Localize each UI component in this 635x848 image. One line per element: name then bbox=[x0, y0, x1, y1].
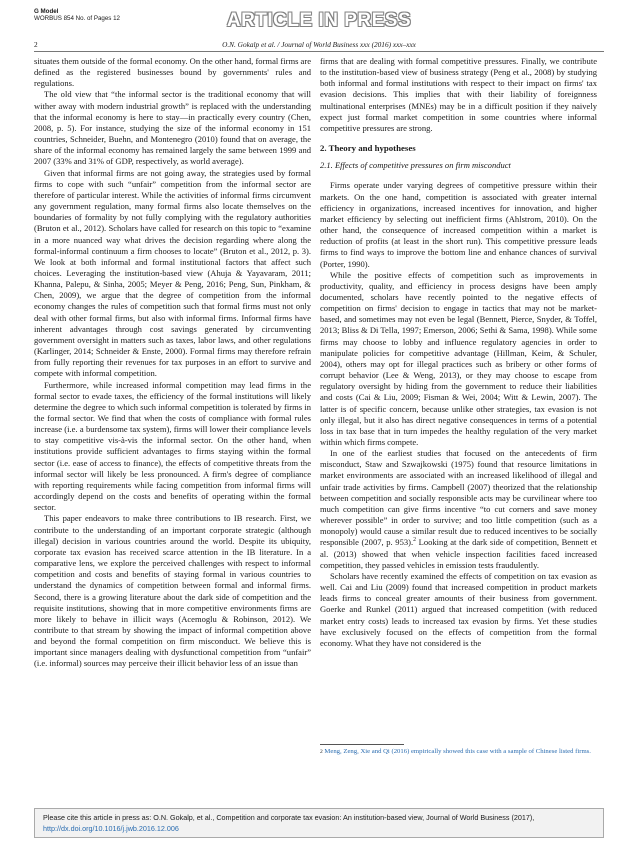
paragraph: This paper endeavors to make three contributions to IB research. First, we contribute to the understanding of an important corporate strategic (although illegal) decision in various countries around the world. Despite its ubiquity, corporate tax evasion has received scarce attention in the IB literature. In a comparative lens, we explore the perceived challenges with respect to informal competition and costs and benefits of staying formal in various countries to understand the dynamics of competition between formal and informal firms. Second, there is a growing literature about the dark side of competition and the requisite institutions, showing that in more competitive environments firms are more likely to behave in illicit ways (Acemoglu & Robinson, 2012). We contribute to that stream by showing the impact of informal competition above and beyond the formal competition on firm misconduct. We believe this is important since managers dealing with dysfunctional competition from “unfair” (i.e. informal) sources may perceive their illicit behavior less of an issue than bbox=[34, 513, 311, 669]
paragraph: Furthermore, while increased informal competition may lead firms in the formal sector to evade taxes, the efficiency of the formal institutions will likely determine the degree to which such informal competition is tolerated by firms in the formal sector. We find that when the costs of compliance with formal rules increase (i.e. a burdensome tax system), firms will lower their compliance levels to stay competitive vis-à-vis the informal sector. On the other hand, when institutions provide sufficient advantages to firms staying within the formal sector (i.e. ease of access to finance), the effects of competitive threats from the informal sector will likely be less pronounced. A firm's degree of compliance with reporting requirements while facing competition from informal firms will accordingly depend on the costs and benefits of operating within the formal sector. bbox=[34, 379, 311, 513]
paragraph: situates them outside of the formal economy. On the other hand, formal firms are defined as the registered businesses bound by governments' rules and regulations. bbox=[34, 56, 311, 89]
subsection-heading: 2.1. Effects of competitive pressures on firm misconduct bbox=[320, 160, 511, 171]
right-column bbox=[320, 56, 597, 649]
paragraph: While the positive effects of competition such as improvements in productivity, quality, and efficiency in process designs have been amply documented, scholars have recently pointed to the negative effects of competition on firms' decision to engage in tactics that may not be market-based, and sometimes may not even be legal (Bennett, Pierce, Snyder, & Toffel, 2013; Bliss & Di Tella, 1997; Emerson, 2006; Sethi & Sama, 1998). While some firms may choose to lobby and influence regulatory agencies in order to manipulate policies for competitive advantage (Hillman, Keim, & Schuler, 2004), others may opt for illegal practices such as bribery or other forms of corrupt behavior (Lee & Weng, 2013), or they may choose to escape from regulatory oversight by hiding from the government to reduce their liabilities and costs (Cai & Liu, 2009; Fisman & Wei, 2004; Witt & Lewin, 2007). The latter is of specific concern, because unlike other strategies, tax evasion is not only illegal, but it also has direct negative consequences in terms of a potential loss in tax base that in turn impedes the healthy regulation of the very market within which firms compete. bbox=[320, 269, 597, 447]
footnote-rule bbox=[320, 744, 404, 745]
section-heading: 2. Theory and hypotheses bbox=[320, 143, 416, 154]
top-bar bbox=[34, 8, 604, 32]
paragraph bbox=[320, 448, 597, 571]
running-title: O.N. Gokalp et al. / Journal of World Business xxx (2016) xxx–xxx bbox=[222, 40, 416, 49]
doi-link[interactable]: http://dx.doi.org/10.1016/j.jwb.2016.12.006 bbox=[43, 823, 179, 833]
manuscript-reference: WORBUS 854 No. of Pages 12 bbox=[34, 15, 120, 22]
paragraph: Given that informal firms are not going away, the strategies used by formal firms to cope with such “unfair” competition from the informal sector are therefore of particular interest. While the activities of informal firms circumvent any government regulation, many formal firms also locate themselves on the boundaries of formality by not fully complying with the regulatory authorities (Bruton et al., 2012). Scholars have called for research on this topic to “examine in a more nuanced way what drives the decision regarding where along the formal-informal continuum a firm chooses to locate” (Bruton et al., 2012, p. 3). We look at both informal and formal institutional factors that affect such choices. Leveraging the institution-based view (Ahuja & Yayavaram, 2011; Khanna, Palepu, & Sinha, 2005; Meyer & Peng, 2016; Peng, Sun, Pinkham, & Chen, 2009), we argue that the degree of competition from the informal economy changes the rules of competition such that formal firms must not only deal with other formal firms, but also with informal firms. Informal firms have inherent advantages through cost savings generated by circumventing government oversight in matters such as taxes, labor laws, and other regulations (Karlinger, 2014; Schneider & Enste, 2000). Formal firms may therefore refrain from fully reporting their revenues for tax purposes in an effort to survive and compete with informal competition. bbox=[34, 167, 311, 379]
article-in-press-banner: ARTICLE IN PRESS bbox=[226, 10, 412, 31]
footnote-number: 2 bbox=[320, 749, 323, 755]
footnote bbox=[320, 744, 597, 756]
paragraph-text: Looking at the dark side of competition, Bennett et al. (2013) showed that when vehicle inspection facilities faced increased competition, they passed vehicles in emission tests fraudulently. bbox=[320, 537, 597, 570]
footnote-text: Meng, Zeng, Xie and Qi (2016) empirically showed this case with a sample of Chinese listed firms. bbox=[324, 748, 591, 755]
paragraph-text: In one of the earliest studies that focused on the antecedents of firm misconduct, Staw and Szwajkowski (1975) found that resource limitations in market environments are associated with an increased likelihood of illegal and unfair trade activities by firms. Campbell (2007) theorized that the relationship between competition and socially responsible acts may be curvilinear where too much competition can give firms incentive “to cut corners and save money wherever possible” in order to survive; and too little competition (such as a monopoly) would cause a similar result due to reduced incentives to be socially responsible (2007, p. 953). bbox=[320, 448, 597, 548]
left-column bbox=[34, 56, 311, 670]
footnote-marker[interactable]: 2 bbox=[413, 537, 416, 544]
paragraph: Scholars have recently examined the effects of competition on tax evasion as well. Cai and Liu (2009) found that increased competition in product markets leads firms to conceal greater amounts of their business from government. Goerke and Runkel (2011) argued that increased competition (with reduced market entry costs) leads to increased tax evasion by firms. Yet these studies have exclusively focused on the effects of competition from the formal economy. What they have not considered is the bbox=[320, 570, 597, 648]
citation-text: Please cite this article in press as: O.N. Gokalp, et al., Competition and corporate tax evasion: An institution-based view, Journal of World Business (2017), bbox=[43, 813, 535, 822]
paragraph: Firms operate under varying degrees of competitive pressure within their markets. On the one hand, competition is associated with greater internal efficiency in organizations, increased incentives for innovation, and higher market efficiency by selecting out inefficient firms (Ahlstrom, 2010). On the other hand, the consequence of increased competition within a market is reduction of profits (at least in the short run). This competitive pressure leads firms to find ways to improve the bottom line and enhance chances of survival (Porter, 1990). bbox=[320, 180, 597, 269]
page-number: 2 bbox=[34, 40, 38, 49]
paragraph: firms that are dealing with formal competitive pressures. Finally, we contribute to the institution-based view of business strategy (Peng et al., 2008) by studying both informal and formal institutions with respect to their impact on firms' tax evasion decisions. This implies that with their liability of foreignness multinational enterprises (MNEs) may be in a difficult position if they naively expect just formal market competition in some countries where informal competitive pressures are strong. bbox=[320, 56, 597, 133]
model-label: G Model bbox=[34, 8, 59, 15]
paragraph: The old view that “the informal sector is the traditional economy that will wither away with modern industrial growth” is replaced with the understanding that the informal economy is here to stay—in practically every country (Chen, 2008, p. 5). For instance, studying the size of the informal economy in 151 countries, Schneider, Buehn, and Montenegro (2010) found that on average, the share of the informal economy has remained largely the same between 1999 and 2007 (33% and 31% of GDP, respectively, as world average). bbox=[34, 89, 311, 167]
running-header bbox=[34, 37, 604, 52]
citation-box bbox=[34, 808, 604, 838]
